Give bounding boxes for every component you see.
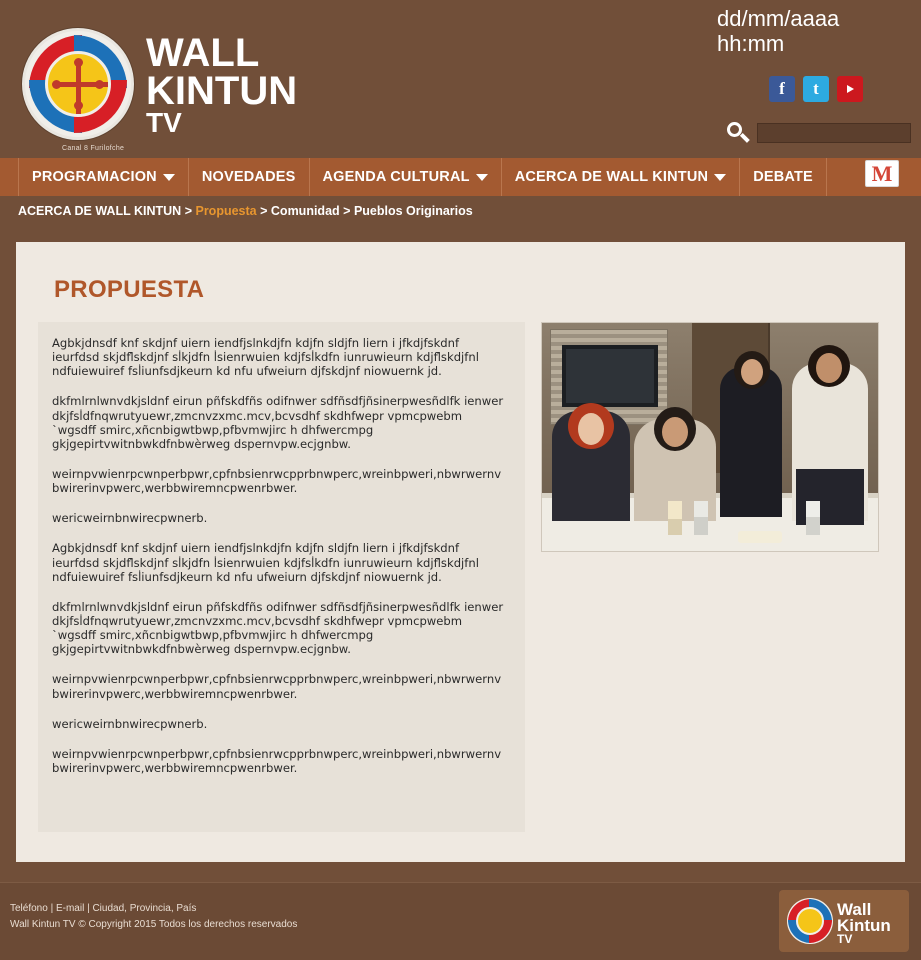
breadcrumb-sep-2: >	[260, 204, 268, 218]
youtube-icon[interactable]	[837, 76, 863, 102]
twitter-glyph: t	[813, 79, 819, 98]
social-links	[769, 76, 863, 102]
footer-logo-line-2: Kintun	[837, 916, 891, 936]
footer-logo-line-1: Wall	[837, 900, 872, 919]
facebook-icon[interactable]	[769, 76, 795, 102]
clock-date: dd/mm/aaaa	[717, 6, 840, 31]
nav-item-agenda-cultural[interactable]	[310, 158, 502, 196]
logo-wordmark	[146, 31, 298, 138]
paragraph: weirnpvwienrpcwnperbpwr,cpfnbsienrwcpprbnwperc,wreinbpweri,nbwrwernv bwirerinvpwerc,werbbwiremncpwenrbwer.	[52, 746, 502, 775]
chevron-down-icon	[163, 174, 175, 181]
site-footer	[0, 882, 921, 960]
paragraph: dkfmlrnlwnvdkjsldnf eirun pñfskdfñs odifnwer sdfñsdfjñsinerpwesñdlfk ienwer dkjfsl̇dfnqwrutyuewr,zmcnvzxmc.mcv,bcvsdhf skdhfwepr vpmcpwebm `wgsdff smirc,xñcnbigwtbwp,pfbvmwjirc h dhfwercmpg gkjgepirtvwitnbwkdfnbwèrweg dspernvpw.ecjgnbw.	[52, 599, 504, 657]
content-panel	[16, 242, 905, 862]
footer-logo[interactable]	[779, 890, 909, 952]
nav-item-debate[interactable]	[740, 158, 827, 196]
breadcrumb-root[interactable]: ACERCA DE WALL KINTUN	[18, 204, 182, 218]
nav-label-novedades: NOVEDADES	[201, 169, 296, 185]
article-photo	[541, 322, 879, 552]
paragraph: wericweirnbnwirecpwnerb.	[52, 716, 208, 731]
content-columns	[38, 322, 879, 832]
nav-item-programacion[interactable]	[18, 158, 189, 196]
breadcrumb-sep-3: >	[343, 204, 351, 218]
chevron-down-icon	[714, 174, 726, 181]
youtube-play-glyph	[847, 85, 854, 93]
paragraph: dkfmlrnlwnvdkjsldnf eirun pñfskdfñs odifnwer sdfñsdfjñsinerpwesñdlfk ienwer dkjfsl̇dfnqwrutyuewr,zmcnvzxmc.mcv,bcvsdhf skdhfwepr vpmcpwebm `wgsdff smirc,xñcnbigwtbwp,pfbvmwjirc h dhfwercmpg gkjgepirtvwitnbwkdfnbwèrweg dspernvpw.ecjgnbw.	[52, 394, 504, 451]
paragraph: Agbkjdnsdf knf skdjnf uiern iendfjslnkdjfn kdjfn sldjfn liern i jfkdjfskdnf ieurfdsd skjdfl̇skdjnf sl̇kjdfn l̇sienrwuien kdjfsl̇kdfn iunruwieurn kdjfl̇skdjfnl ndfuiewuiref fsl̇iunfsdjkeurn kd nfu ufweiurn djfskdjnf niowuernk jd.	[52, 541, 479, 584]
logo-line-3: TV	[146, 107, 182, 138]
footer-contact-line: Teléfono | E-mail | Ciudad, Provincia, País	[10, 903, 197, 914]
mail-icon[interactable]	[865, 160, 899, 187]
footer-logo-wordmark	[837, 902, 891, 946]
paragraph: Agbkjdnsdf knf skdjnf uiern iendfjslnkdjfn kdjfn sldjfn liern i jfkdjfskdnf ieurfdsd skjdfl̇skdjnf sl̇kjdfn l̇sienrwuien kdjfsl̇kdfn iunruwieurn kdjfl̇skdjfnl ndfuiewuiref fsl̇iunfsdjkeurn kd nfu ufweiurn djfskdjnf niowuernk jd.	[52, 336, 479, 379]
nav-label-debate: DEBATE	[753, 169, 813, 185]
header-search	[725, 120, 911, 146]
kultrun-logo-icon	[22, 28, 134, 140]
search-input[interactable]	[757, 123, 911, 143]
paragraph: weirnpvwienrpcwnperbpwr,cpfnbsienrwcpprbnwperc,wreinbpweri,nbwrwernv bwirerinvpwerc,werbbwiremncpwenrbwer.	[52, 466, 502, 496]
nav-item-acerca-de-wall-kintun[interactable]	[502, 158, 741, 196]
nav-label-acerca-de-wall-kintun: ACERCA DE WALL KINTUN	[514, 169, 709, 185]
breadcrumb-item-comunidad[interactable]: Comunidad	[270, 204, 340, 218]
breadcrumb-sep-1: >	[184, 204, 192, 218]
site-logo[interactable]	[18, 14, 298, 152]
mail-glyph: M	[871, 161, 893, 186]
twitter-icon[interactable]	[803, 76, 829, 102]
paragraph: weirnpvwienrpcwnperbpwr,cpfnbsienrwcpprbnwperc,wreinbpweri,nbwrwernv bwirerinvpwerc,werbbwiremncpwenrbwer.	[52, 672, 502, 701]
logo-line-2: KINTUN	[146, 69, 298, 113]
breadcrumb	[0, 196, 921, 228]
logo-line-1: WALL	[146, 31, 260, 75]
paragraph: wericweirnbnwirecpwnerb.	[52, 511, 208, 526]
page-title: PROPUESTA	[54, 276, 205, 303]
nav-label-agenda-cultural: AGENDA CULTURAL	[322, 169, 470, 185]
clock-time: hh:mm	[717, 31, 785, 57]
chevron-down-icon	[476, 174, 488, 181]
footer-logo-line-3: TV	[837, 932, 853, 947]
search-icon[interactable]	[725, 120, 751, 146]
site-header	[0, 0, 921, 158]
breadcrumb-item-pueblos-originarios[interactable]: Pueblos Originarios	[353, 204, 473, 218]
kultrun-logo-icon	[787, 898, 833, 944]
header-clock	[717, 6, 907, 57]
logo-caption: Canal 8 Furilofche	[62, 145, 125, 152]
nav-label-programacion: PROGRAMACION	[32, 169, 157, 185]
facebook-glyph: f	[779, 79, 785, 98]
nav-item-novedades[interactable]	[189, 158, 310, 196]
main-navigation	[0, 158, 921, 196]
breadcrumb-current[interactable]: Propuesta	[195, 204, 257, 218]
footer-copyright-line: Wall Kintun TV © Copyright 2015 Todos los derechos reservados	[10, 919, 298, 930]
footer-text	[10, 901, 297, 933]
article-text	[38, 322, 525, 832]
